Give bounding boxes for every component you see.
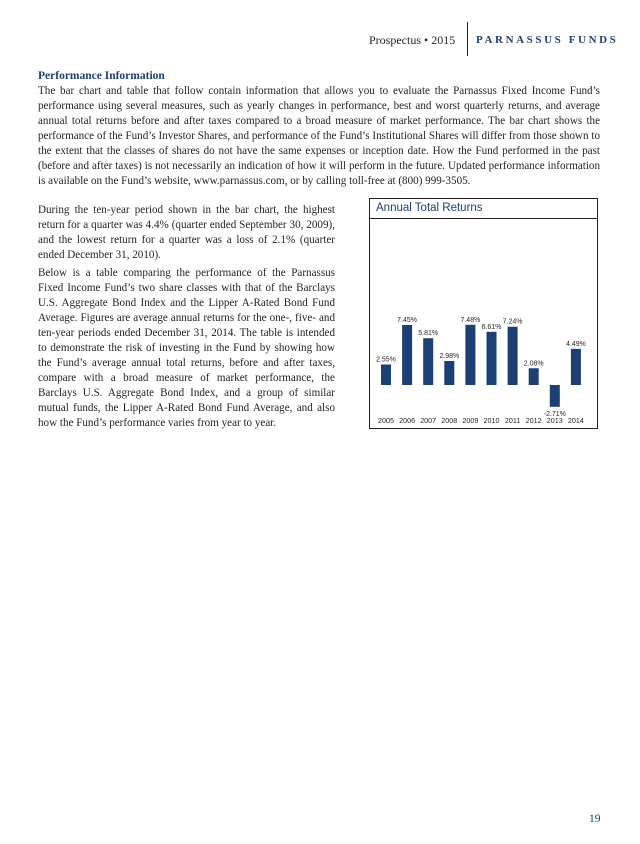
header-prospectus-label: Prospectus [369, 33, 421, 47]
bar-value-label-2009: 7.48% [460, 316, 481, 324]
header-divider [467, 22, 468, 56]
x-tick-label-2006: 2006 [399, 416, 416, 425]
bar-value-label-2008: 2.98% [439, 353, 460, 361]
x-tick-label-2014: 2014 [567, 416, 584, 425]
x-tick-label-2007: 2007 [420, 416, 437, 425]
bar-value-label-2007: 5.81% [418, 330, 439, 338]
chart-plot-area [370, 199, 599, 430]
x-tick-label-2008: 2008 [441, 416, 458, 425]
bar-2005 [381, 364, 391, 385]
section-title: Performance Information [38, 70, 165, 82]
x-tick-label-2010: 2010 [483, 416, 500, 425]
bar-2010 [487, 332, 497, 385]
bar-value-label-2014: 4.49% [565, 340, 586, 348]
header-prospectus-line [369, 33, 455, 48]
x-tick-label-2013: 2013 [546, 416, 563, 425]
bar-2011 [508, 327, 518, 385]
bar-value-label-2005: 2.55% [376, 356, 396, 364]
header-bullet: • [424, 33, 429, 47]
x-tick-label-2011: 2011 [504, 416, 521, 425]
comparison-table-paragraph: Below is a table comparing the performance of the Parnassus Fixed Income Fund’s two share classes with that of the Barclays U.S. Aggregate Bond Index and the Lipper A-Rated Bond Fund Average. Figures are average annual returns for the one-, five- and ten-year periods ended December 31, 2014. The table is intended to demonstrate the risk of investing in the Fund by showing how the Fund’s average annual total returns, before and after taxes, compare with a broad measure of market performance, the Barclays U.S. Aggregate Bond Index, and a group of similar mutual funds, the Lipper A-Rated Bond Fund Average, and also how the Fund’s performance varies from year to year. [38, 267, 335, 429]
bar-value-label-2010: 6.61% [481, 323, 502, 331]
bar-2013 [550, 385, 560, 407]
bar-2009 [465, 325, 475, 385]
header-year: 2015 [431, 33, 456, 47]
x-tick-label-2009: 2009 [462, 416, 479, 425]
bar-2006 [402, 325, 412, 385]
page-number: 19 [589, 813, 601, 825]
bar-value-label-2006: 7.45% [397, 317, 418, 325]
quarter-returns-paragraph: During the ten-year period shown in the bar chart, the highest return for a quarter was 4.4% (quarter ended September 30, 2009), and the lowest return for a quarter was a loss of 2.1% (quarter ended December 31, 2010). [38, 204, 335, 261]
intro-paragraph: The bar chart and table that follow contain information that allows you to evaluate the Parnassus Fixed Income Fund’s performance using several measures, such as yearly changes in performance, best and worst quarterly returns, and average annual total returns before and after taxes compared to a broad measure of market performance. The bar chart shows the performance of the Fund’s Investor Shares, and performance of the Fund’s Institutional Shares will differ from those shown to the extent that the classes of shares do not have the same expenses or inception date. How the Fund performed in the past (before and after taxes) is not necessarily an indication of how it will perform in the future. Updated performance information is available on the Fund’s website, www.parnassus.com, or by calling toll-free at (800) 999-3505. [38, 85, 600, 187]
bar-2008 [444, 361, 454, 385]
bar-2014 [571, 349, 581, 385]
annual-returns-chart [369, 198, 598, 429]
bar-value-label-2012: 2.08% [523, 360, 544, 368]
x-tick-label-2012: 2012 [525, 416, 542, 425]
x-tick-label-2005: 2005 [378, 416, 394, 425]
bar-value-label-2013: -2.71% [543, 410, 566, 418]
header-brand: PARNASSUS FUNDS [476, 34, 619, 46]
bar-2007 [423, 338, 433, 385]
chart-title: Annual Total Returns [376, 202, 483, 214]
bar-value-label-2011: 7.24% [502, 318, 523, 326]
bar-2012 [529, 368, 539, 385]
